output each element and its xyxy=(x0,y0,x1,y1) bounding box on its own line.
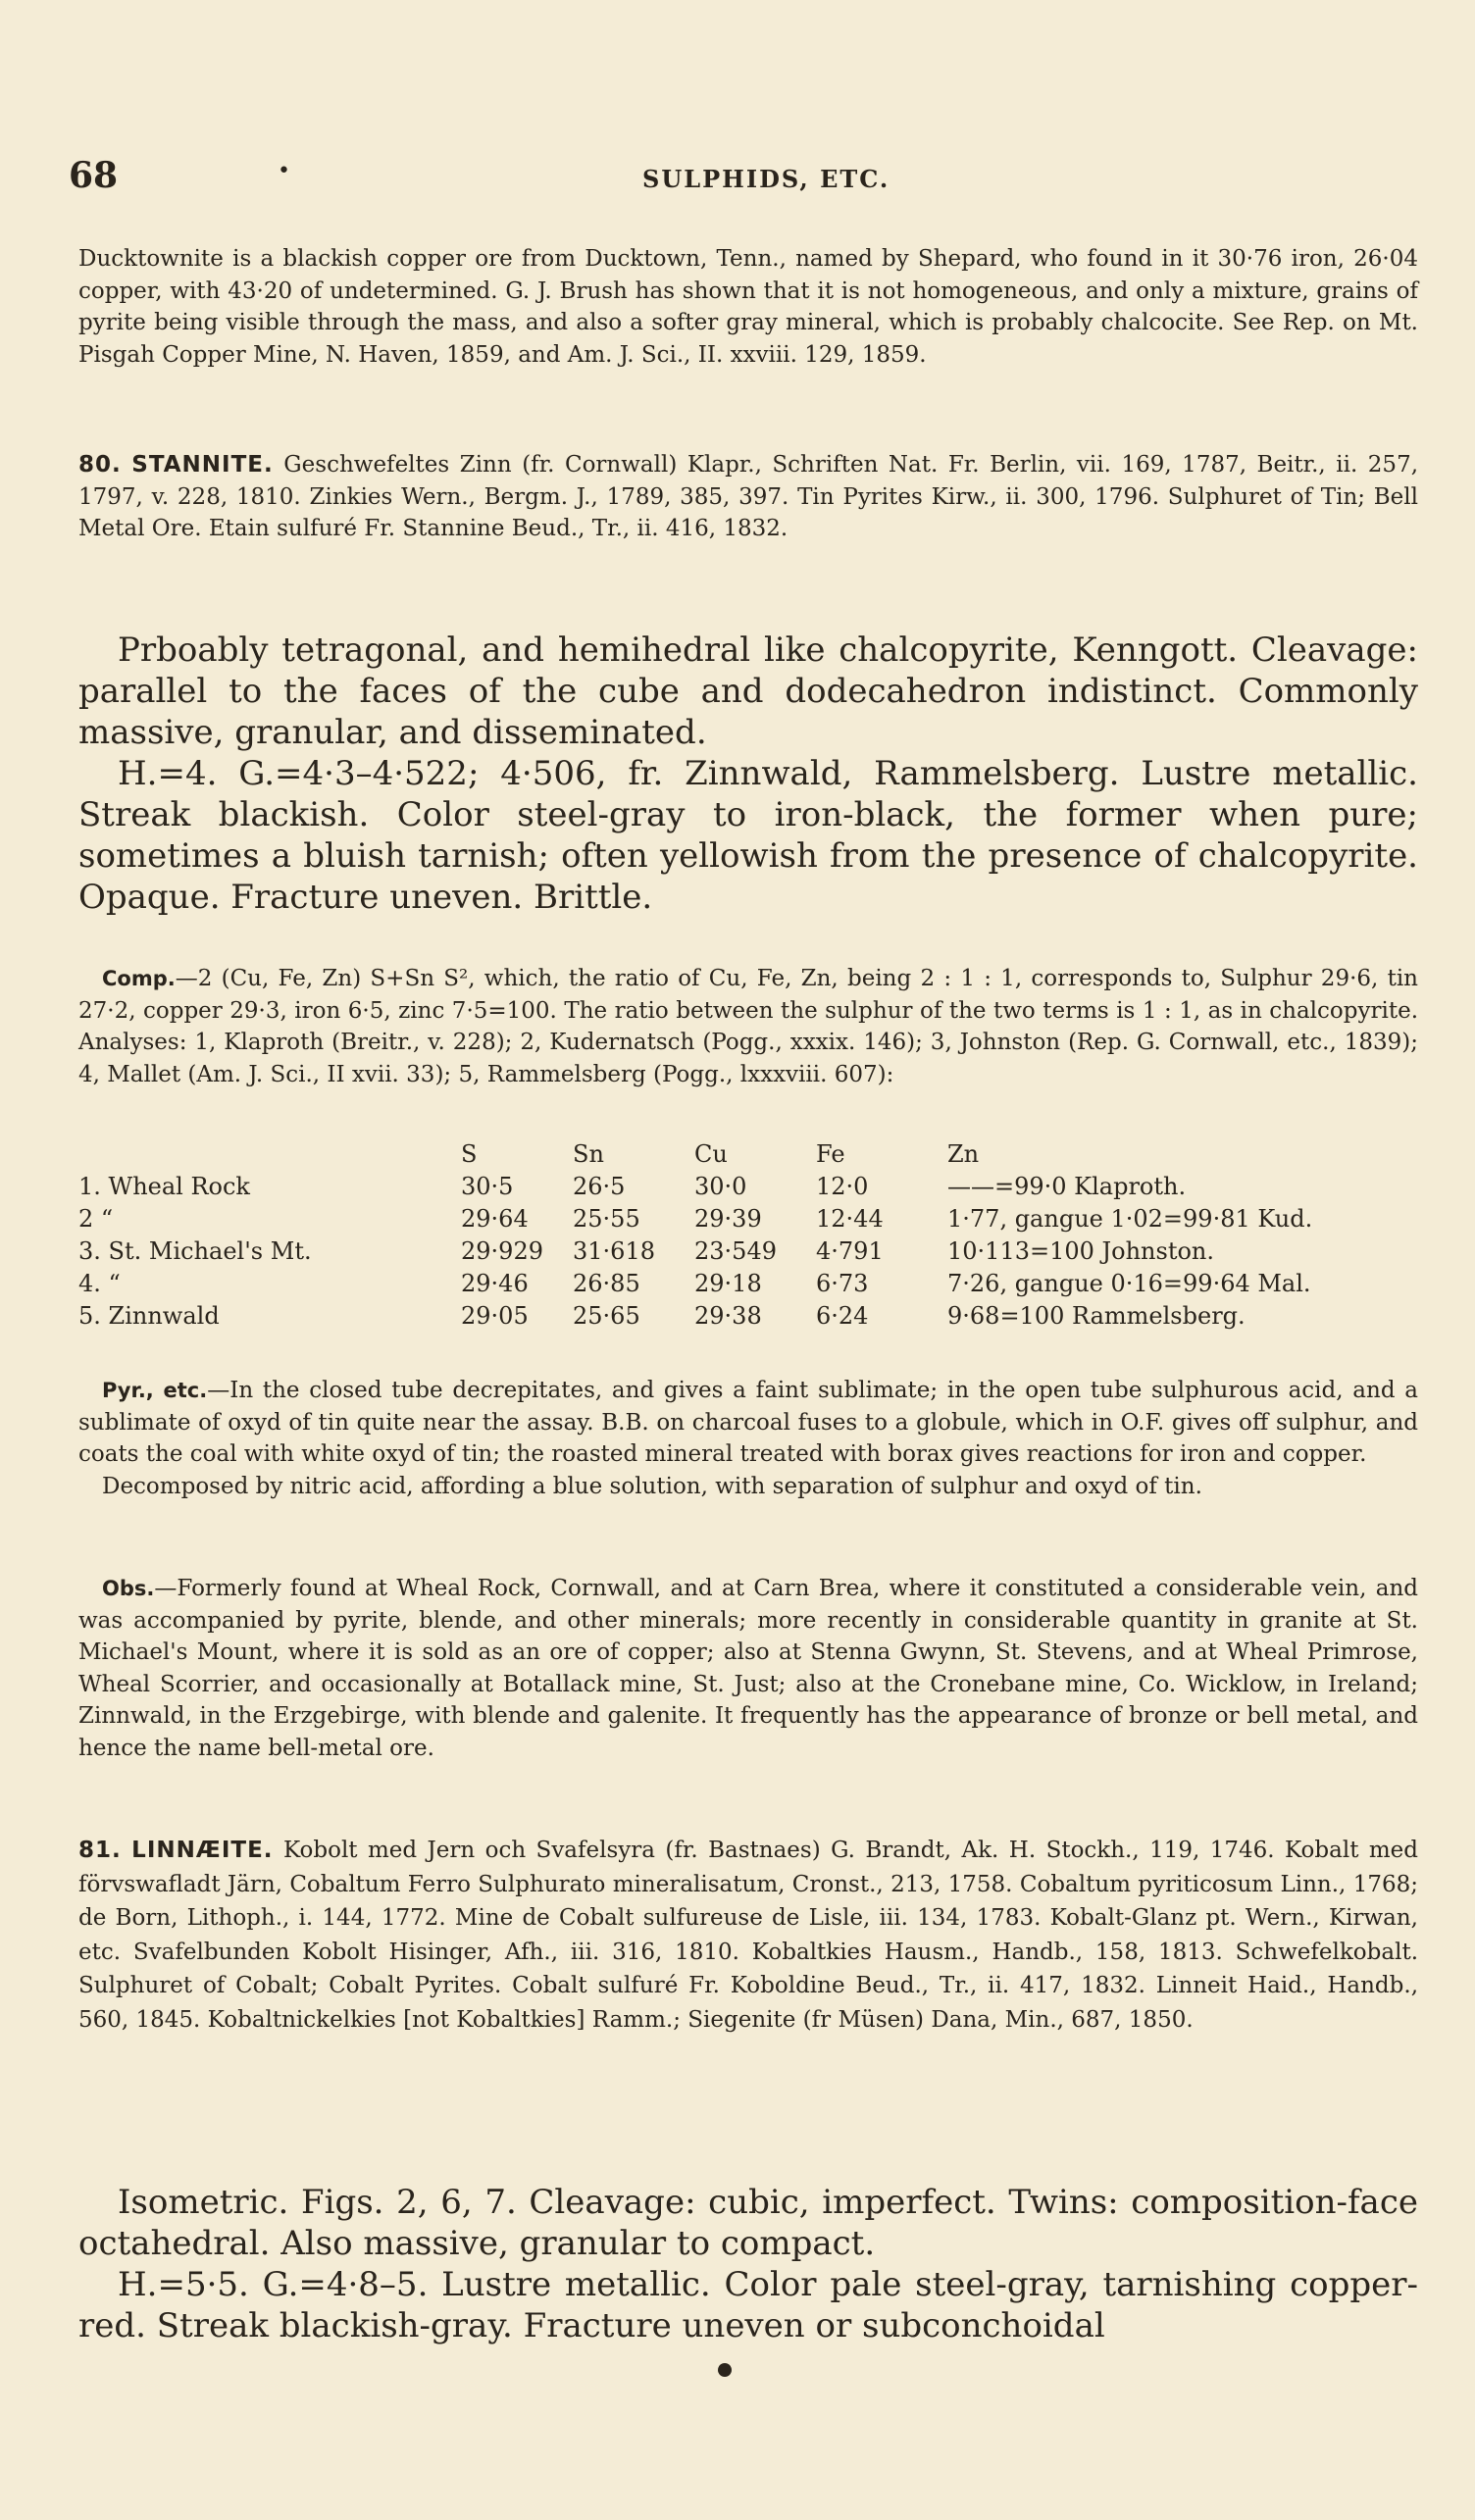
obs-text: —Formerly found at Wheal Rock, Cornwall, and at Carn Brea, where it constituted a considerable vein, and was accompanied by pyrite, blende, and other minerals; more recently in considerable quantity in granite at St. Michael's Mount, where it is sold as an ore of copper; also at Stenna Gwynn, St. Stevens, and at Wheal Primrose, Wheal Scorrier, and occasionally at Botallack mine, St. Just; also at the Cronebane mine, Co. Wicklow, in Ireland; Zinnwald, in the Erzgebirge, with blende and galenite. It frequently has the appearance of bronze or bell metal, and hence the name bell-metal ore. xyxy=(78,1576,1418,1761)
table-cell: 30·5 xyxy=(461,1172,514,1200)
table-cell: 6·73 xyxy=(816,1269,869,1297)
table-cell: 29·39 xyxy=(694,1204,762,1233)
stannite-synonymy xyxy=(78,449,1418,545)
ducktownite-note xyxy=(78,243,1418,371)
linnaeite-name: LINNÆITE. xyxy=(131,1838,274,1863)
table-cell: 2 “ xyxy=(78,1204,114,1233)
table-cell: 9·68=100 Rammelsberg. xyxy=(947,1301,1246,1330)
stannite-pyrognostics xyxy=(78,1375,1418,1502)
stannite-synonymy-text: Geschwefeltes Zinn (fr. Cornwall) Klapr., Schriften Nat. Fr. Berlin, vii. 169, 1787, Beitr., ii. 257, 1797, v. 228, 1810. Zinkies Wern., Bergm. J., 1789, 385, 397. Tin Pyrites Kirw., ii. 300, 1796. Sulphuret of Tin; Bell Metal Ore. Etain sulfuré Fr. Stannine Beud., Tr., ii. 416, 1832. xyxy=(78,452,1419,541)
stannite-observations xyxy=(78,1573,1418,1764)
table-cell: 29·38 xyxy=(694,1301,762,1330)
analyses-table xyxy=(78,1137,1312,1332)
table-cell: 26·85 xyxy=(573,1269,640,1297)
table-cell: 3. St. Michael's Mt. xyxy=(78,1236,312,1265)
table-row xyxy=(78,1202,1312,1235)
pyr-label: Pyr., etc. xyxy=(102,1379,208,1402)
table-cell: 25·55 xyxy=(573,1204,640,1233)
table-cell: ——=99·0 Klaproth. xyxy=(947,1172,1187,1200)
table-header-row xyxy=(78,1137,1312,1170)
obs-label: Obs. xyxy=(102,1577,155,1600)
table-cell: 7·26, gangue 0·16=99·64 Mal. xyxy=(947,1269,1311,1297)
table-header-cell: Sn xyxy=(573,1139,604,1168)
table-cell: 25·65 xyxy=(573,1301,640,1330)
table-cell: 30·0 xyxy=(694,1172,747,1200)
table-header-cell: Zn xyxy=(947,1139,980,1168)
stannite-desc-1: Prboably tetragonal, and hemihedral like chalcopyrite, Kenngott. Cleavage: parallel to the faces of the cube and dodecahedron indistinct. Commonly massive, granular, and disseminated. xyxy=(78,630,1418,752)
table-row xyxy=(78,1235,1312,1267)
table-cell: 29·05 xyxy=(461,1301,529,1330)
table-header-cell: Cu xyxy=(694,1139,728,1168)
page-header xyxy=(0,155,1475,204)
stannite-composition xyxy=(78,963,1418,1090)
table-cell: 29·64 xyxy=(461,1204,529,1233)
table-cell: 1·77, gangue 1·02=99·81 Kud. xyxy=(947,1204,1313,1233)
table-row xyxy=(78,1170,1312,1202)
linnaeite-synonymy-text: Kobolt med Jern och Svafelsyra (fr. Bastnaes) G. Brandt, Ak. H. Stockh., 119, 1746. Kobalt med förvswafladt Järn, Cobaltum Ferro Sulphurato mineralisatum, Cronst., 213, 1758. Cobaltum pyriticosum Linn., 1768; de Born, Lithoph., i. 144, 1772. Mine de Cobalt sulfureuse de Lisle, iii. 134, 1783. Kobalt-Glanz pt. Wern., Kirwan, etc. Svafelbunden Kobolt Hisinger, Afh., iii. 316, 1810. Kobaltkies Hausm., Handb., 158, 1813. Schwefelkobalt. Sulphuret of Cobalt; Cobalt Pyrites. Cobalt sulfuré Fr. Koboldine Beud., Tr., ii. 417, 1832. Linneit Haid., Handb., 560, 1845. Kobaltnickelkies [not Kobaltkies] Ramm.; Siegenite (fr Müsen) Dana, Min., 687, 1850. xyxy=(78,1838,1418,2033)
header-bullet: • xyxy=(278,159,290,183)
stannite-number: 80. xyxy=(78,452,122,478)
linnaeite-number: 81. xyxy=(78,1838,122,1863)
table-header-cell: Fe xyxy=(816,1139,845,1168)
footer-dot xyxy=(718,2363,732,2377)
pyr-text: —In the closed tube decrepitates, and gives a faint sublimate; in the open tube sulphurous acid, and a sublimate of oxyd of tin quite near the assay. B.B. on charcoal fuses to a globule, which in O.F. gives off sulphur, and coats the coal with white oxyd of tin; the roasted mineral treated with borax gives reactions for iron and copper. xyxy=(78,1378,1418,1467)
comp-text: —2 (Cu, Fe, Zn) S+Sn S², which, the ratio of Cu, Fe, Zn, being 2 : 1 : 1, corresponds to, Sulphur 29·6, tin 27·2, copper 29·3, iron 6·5, zinc 7·5=100. The ratio between the sulphur of the two terms is 1 : 1, as in chalcopyrite. Analyses: 1, Klaproth (Breitr., v. 228); 2, Kudernatsch (Pogg., xxxix. 146); 3, Johnston (Rep. G. Cornwall, etc., 1839); 4, Mallet (Am. J. Sci., II xvii. 33); 5, Rammelsberg (Pogg., lxxxviii. 607): xyxy=(78,966,1418,1087)
stannite-description xyxy=(78,630,1418,918)
table-header-cell: S xyxy=(461,1139,478,1168)
table-cell: 10·113=100 Johnston. xyxy=(947,1236,1215,1265)
table-row xyxy=(78,1267,1312,1299)
table-cell: 23·549 xyxy=(694,1236,777,1265)
pyr-text-2: Decomposed by nitric acid, affording a blue solution, with separation of sulphur and oxyd of tin. xyxy=(102,1473,1202,1499)
linnaeite-desc-1: Isometric. Figs. 2, 6, 7. Cleavage: cubic, imperfect. Twins: composition-face octahedral. Also massive, granular to compact. xyxy=(78,2183,1418,2263)
stannite-desc-2: H.=4. G.=4·3–4·522; 4·506, fr. Zinnwald, Rammelsberg. Lustre metallic. Streak blackish. Color steel-gray to iron-black, the former when pure; sometimes a bluish tarnish; often yellowish from the presence of chalcopyrite. Opaque. Fracture uneven. Brittle. xyxy=(78,754,1418,917)
table-cell: 12·0 xyxy=(816,1172,869,1200)
table-row xyxy=(78,1299,1312,1332)
table-cell: 4. “ xyxy=(78,1269,121,1297)
table-cell: 31·618 xyxy=(573,1236,655,1265)
linnaeite-synonymy xyxy=(78,1834,1418,2037)
ducktownite-paragraph: Ducktownite is a blackish copper ore from Ducktown, Tenn., named by Shepard, who found in it 30·76 iron, 26·04 copper, with 43·20 of undetermined. G. J. Brush has shown that it is not homogeneous, and only a mixture, grains of pyrite being visible through the mass, and also a softer gray mineral, which is probably chalcocite. See Rep. on Mt. Pisgah Copper Mine, N. Haven, 1859, and Am. J. Sci., II. xxviii. 129, 1859. xyxy=(78,246,1418,368)
table-cell: 4·791 xyxy=(816,1236,884,1265)
table-cell: 5. Zinnwald xyxy=(78,1301,220,1330)
table-header-cell xyxy=(78,1137,461,1170)
linnaeite-desc-2: H.=5·5. G.=4·8–5. Lustre metallic. Color pale steel-gray, tarnishing copper-red. Streak blackish-gray. Fracture uneven or subconchoidal xyxy=(78,2265,1418,2345)
table-cell: 29·18 xyxy=(694,1269,762,1297)
table-cell: 29·929 xyxy=(461,1236,543,1265)
running-head: SULPHIDS, ETC. xyxy=(642,165,890,193)
linnaeite-description xyxy=(78,2182,1418,2346)
table-cell: 1. Wheal Rock xyxy=(78,1172,250,1200)
table-cell: 12·44 xyxy=(816,1204,884,1233)
table-cell: 6·24 xyxy=(816,1301,869,1330)
page-number: 68 xyxy=(69,155,119,196)
table-cell: 26·5 xyxy=(573,1172,626,1200)
stannite-name: STANNITE. xyxy=(131,452,274,478)
table-cell: 29·46 xyxy=(461,1269,529,1297)
comp-label: Comp. xyxy=(102,967,176,990)
